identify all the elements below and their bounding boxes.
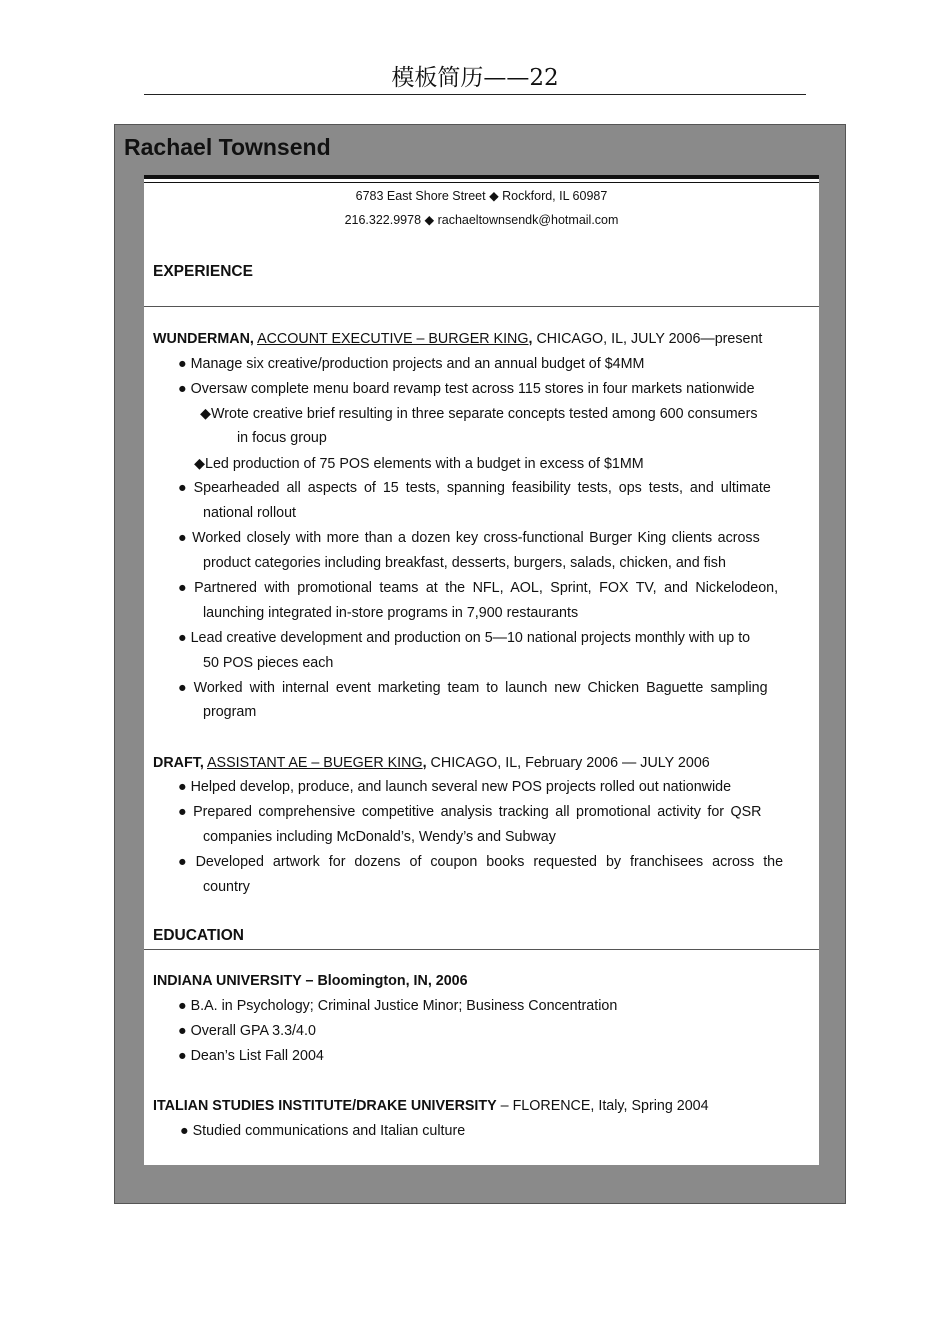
education-heading: EDUCATION	[153, 927, 244, 944]
job1-bullet-6-cont: 50 POS pieces each	[203, 655, 334, 671]
school1-name: INDIANA UNIVERSITY – Bloomington, IN, 2006	[153, 973, 468, 989]
job1-comma: ,	[528, 331, 533, 347]
school1-bullet-1: ● B.A. in Psychology; Criminal Justice Minor; Business Concentration	[178, 998, 618, 1014]
resume-body	[144, 175, 819, 1165]
job1-bullet-3: ● Spearheaded all aspects of 15 tests, spanning feasibility tests, ops tests, and ultimate	[178, 480, 771, 496]
school2-bullet-1: ● Studied communications and Italian culture	[180, 1123, 466, 1139]
job1-bullet-3-cont: national rollout	[203, 505, 296, 521]
education-divider	[144, 949, 819, 950]
school2-header	[153, 1097, 810, 1116]
job2-header	[153, 754, 810, 773]
job2-bullet-2: ● Prepared comprehensive competitive analysis tracking all promotional activity for QSR	[178, 804, 762, 820]
job2-meta: CHICAGO, IL, February 2006 — JULY 2006	[426, 755, 710, 771]
job1-meta: CHICAGO, IL, JULY 2006—present	[532, 331, 763, 347]
resume-frame	[114, 124, 846, 1204]
job1-sub-bullet-1: ◆Wrote creative brief resulting in three separate concepts tested among 600 consumers	[200, 406, 758, 422]
job1-bullet-4: ● Worked closely with more than a dozen key cross-functional Burger King clients across	[178, 530, 760, 546]
experience-divider	[144, 306, 819, 307]
job1-header	[153, 330, 810, 349]
school1-bullet-3: ● Dean’s List Fall 2004	[178, 1048, 324, 1064]
header-double-rule	[144, 182, 819, 183]
job1-bullet-2: ● Oversaw complete menu board revamp test across 115 stores in four markets nationwide	[178, 381, 755, 397]
job1-company: WUNDERMAN,	[153, 331, 254, 347]
job1-bullet-4-cont: product categories including breakfast, desserts, burgers, salads, chicken, and fish	[203, 555, 726, 571]
job1-bullet-1: ● Manage six creative/production projects and an annual budget of $4MM	[178, 356, 645, 372]
job1-bullet-7-cont: program	[203, 704, 257, 720]
job2-title: ASSISTANT AE – BUEGER KING	[207, 755, 423, 771]
contact-phone-email: 216.322.9978 ◆ rachaeltownsendk@hotmail.com	[344, 213, 619, 227]
school2-meta: – FLORENCE, Italy, Spring 2004	[496, 1098, 709, 1114]
job2-bullet-3-cont: country	[203, 879, 250, 895]
job1-bullet-5: ● Partnered with promotional teams at the NFL, AOL, Sprint, FOX TV, and Nickelodeon,	[178, 580, 779, 596]
job1-title: ACCOUNT EXECUTIVE – BURGER KING	[257, 331, 529, 347]
candidate-name: Rachael Townsend	[124, 134, 331, 160]
job1-bullet-5-cont: launching integrated in-store programs in 7,900 restaurants	[203, 605, 579, 621]
job2-bullet-1: ● Helped develop, produce, and launch several new POS projects rolled out nationwide	[178, 779, 732, 795]
school1-header	[153, 972, 810, 991]
school1-bullet-2: ● Overall GPA 3.3/4.0	[178, 1023, 316, 1039]
contact-address: 6783 East Shore Street ◆ Rockford, IL 60987	[355, 189, 608, 203]
job1-sub-bullet-2: ◆Led production of 75 POS elements with a budget in excess of $1MM	[194, 456, 644, 472]
job2-bullet-3: ● Developed artwork for dozens of coupon books requested by franchisees across the	[178, 854, 784, 870]
job1-bullet-7: ● Worked with internal event marketing team to launch new Chicken Baguette sampling	[178, 680, 768, 696]
school2-name: ITALIAN STUDIES INSTITUTE/DRAKE UNIVERSITY	[153, 1098, 497, 1114]
document-title: 模板简历——22	[144, 62, 806, 95]
job2-bullet-2-cont: companies including McDonald’s, Wendy’s and Subway	[203, 829, 556, 845]
experience-heading: EXPERIENCE	[153, 263, 253, 280]
job2-comma: ,	[422, 755, 427, 771]
job1-sub-bullet-1-cont: in focus group	[237, 430, 327, 446]
job2-company: DRAFT,	[153, 755, 204, 771]
job1-bullet-6: ● Lead creative development and production on 5—10 national projects monthly with up to	[178, 630, 751, 646]
